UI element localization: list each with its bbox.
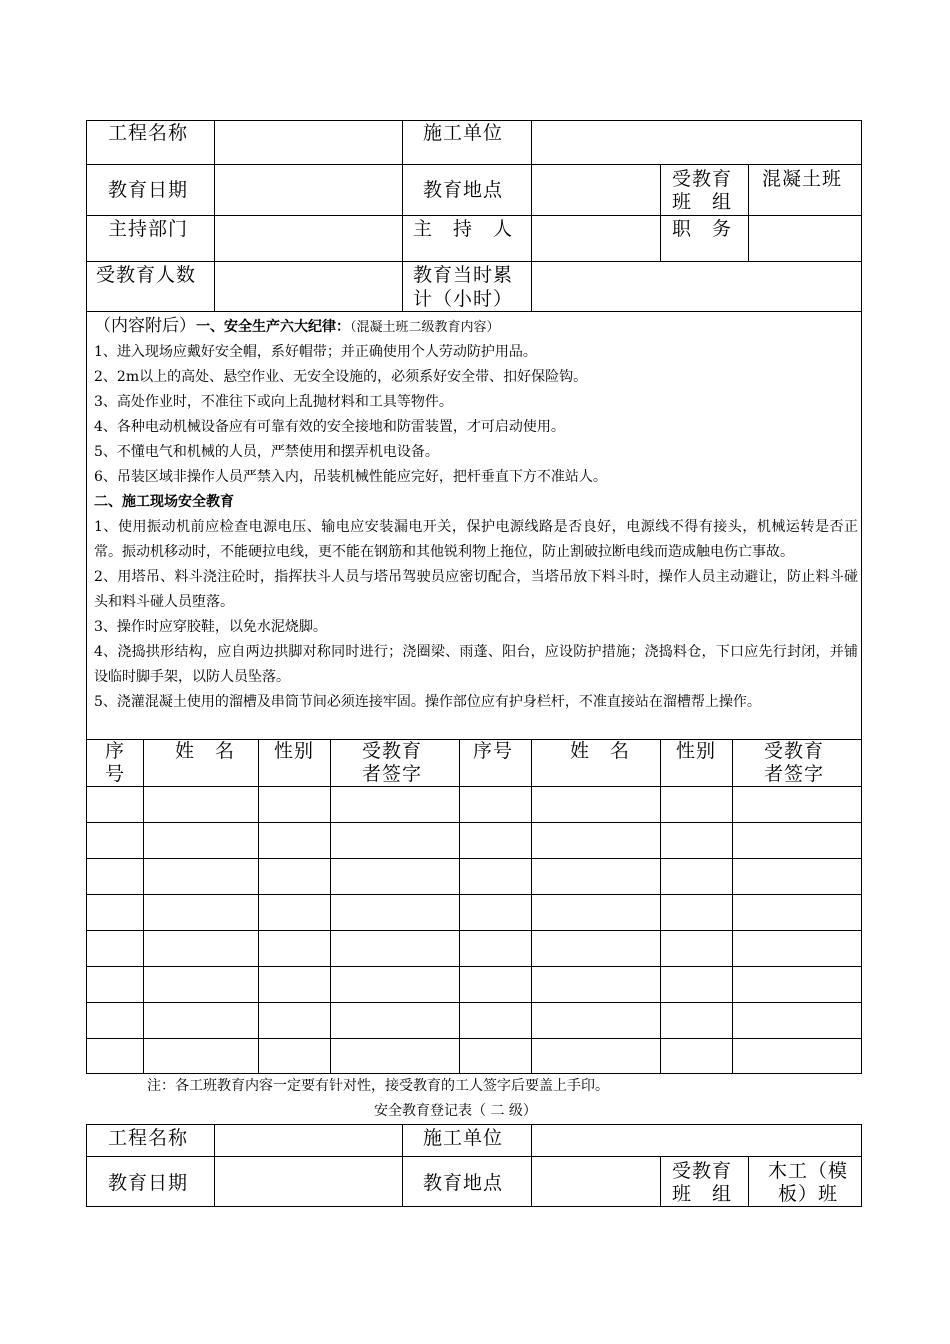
- second-form-title: 安全教育登记表（ 二 级）: [374, 1103, 537, 1119]
- list-item: 6、吊装区域非操作人员严禁入内，吊装机械性能应完好，把杆垂直下方不准站人。: [94, 469, 607, 485]
- list-item: 4、浇捣拱形结构，应自两边拱脚对称同时进行；浇圈梁、雨蓬、阳台，应设防护措施；浇捣料仓，下口应先行封闭，并铺设临时脚手架，以防人员坠落。: [94, 644, 858, 685]
- section1-note: （混凝土班二级教育内容）: [350, 320, 500, 335]
- team-label-line2: 班 组: [672, 191, 733, 213]
- col-sign-line1: 受教育: [362, 740, 423, 762]
- second-construction-unit-label: 施工单位: [423, 1127, 504, 1149]
- host-person-label: 主 持 人: [413, 218, 514, 240]
- content-body: [94, 314, 858, 715]
- col-seq-line1: 序: [105, 740, 126, 762]
- table-row[interactable]: [87, 859, 861, 894]
- education-date-label: 教育日期: [108, 179, 189, 201]
- second-project-name-label: 工程名称: [108, 1127, 189, 1149]
- list-item: 2、用塔吊、料斗浇注砼时，指挥扶斗人员与塔吊驾驶员应密切配合，当塔吊放下料斗时，操作人员主动避让，防止料斗碰头和料斗碰人员堕落。: [94, 569, 858, 610]
- list-item: 3、操作时应穿胶鞋，以免水泥烧脚。: [94, 619, 327, 635]
- table-row[interactable]: [87, 895, 861, 930]
- table-row[interactable]: [87, 1003, 861, 1038]
- list-item: 2、2m以上的高处、悬空作业、无安全设施的，必须系好安全带、扣好保险钩。: [94, 369, 588, 385]
- list-item: 1、进入现场应戴好安全帽，系好帽带；并正确使用个人劳动防护用品。: [94, 344, 537, 360]
- list-item: 1、使用振动机前应检查电源电压、输电应安装漏电开关，保护电源线路是否良好，电源线不得有接头，机械运转是否正常。振动机移动时，不能硬拉电线，更不能在钢筋和其他锐利物上拖位，防止割破拉断电线而造成触电伤亡事故。: [94, 519, 858, 560]
- cumulative-hours-label-line2: 计（小时）: [413, 288, 514, 310]
- second-team-value-line1: 木工（模: [768, 1160, 849, 1182]
- section2-title: 二、施工现场安全教育: [94, 494, 234, 510]
- col-gender2: 性别: [676, 740, 717, 762]
- second-education-place-label: 教育地点: [423, 1172, 504, 1194]
- table-row[interactable]: [87, 1039, 861, 1073]
- team-value: 混凝土班: [762, 168, 843, 190]
- second-team-label-line1: 受教育: [672, 1160, 733, 1182]
- host-department-label: 主持部门: [108, 218, 189, 240]
- construction-unit-label: 施工单位: [423, 122, 504, 144]
- team-label-line1: 受教育: [672, 168, 733, 190]
- col-name: 姓 名: [175, 740, 236, 762]
- list-item: 5、不懂电气和机械的人员，严禁使用和摆弄机电设备。: [94, 444, 439, 460]
- table-row[interactable]: [87, 967, 861, 1002]
- cumulative-hours-label-line1: 教育当时累: [413, 264, 514, 286]
- list-item: 5、浇灌混凝土使用的溜槽及串筒节间必须连接牢固。操作部位应有护身栏杆，不准直接站在溜槽帮上操作。: [94, 694, 761, 710]
- section1-title: 一、安全生产六大纪律：: [196, 319, 350, 335]
- col-seq2: 序号: [473, 740, 514, 762]
- education-place-label: 教育地点: [423, 179, 504, 201]
- list-item: 3、高处作业时，不准往下或向上乱抛材料和工具等物件。: [94, 394, 453, 410]
- second-team-label-line2: 班 组: [672, 1183, 733, 1205]
- col-sign-line2: 者签字: [362, 763, 423, 785]
- col-sign2-line1: 受教育: [764, 740, 825, 762]
- second-education-date-label: 教育日期: [108, 1172, 189, 1194]
- trainee-count-label: 受教育人数: [96, 264, 197, 286]
- list-item: 4、各种电动机械设备应有可靠有效的安全接地和防雷装置，才可启动使用。: [94, 419, 565, 435]
- table-row[interactable]: [87, 787, 861, 822]
- position-label: 职 务: [672, 218, 733, 240]
- table-row[interactable]: [87, 931, 861, 966]
- project-name-label: 工程名称: [108, 122, 189, 144]
- col-name2: 姓 名: [570, 740, 631, 762]
- content-prefix: （内容附后）: [94, 316, 196, 336]
- table-row[interactable]: [87, 823, 861, 858]
- second-team-value-line2: 板）班: [778, 1183, 839, 1205]
- col-seq-line2: 号: [105, 763, 126, 785]
- footer-note: 注：各工班教育内容一定要有针对性，接受教育的工人签字后要盖上手印。: [147, 1078, 609, 1094]
- col-gender: 性别: [274, 740, 315, 762]
- col-sign2-line2: 者签字: [764, 763, 825, 785]
